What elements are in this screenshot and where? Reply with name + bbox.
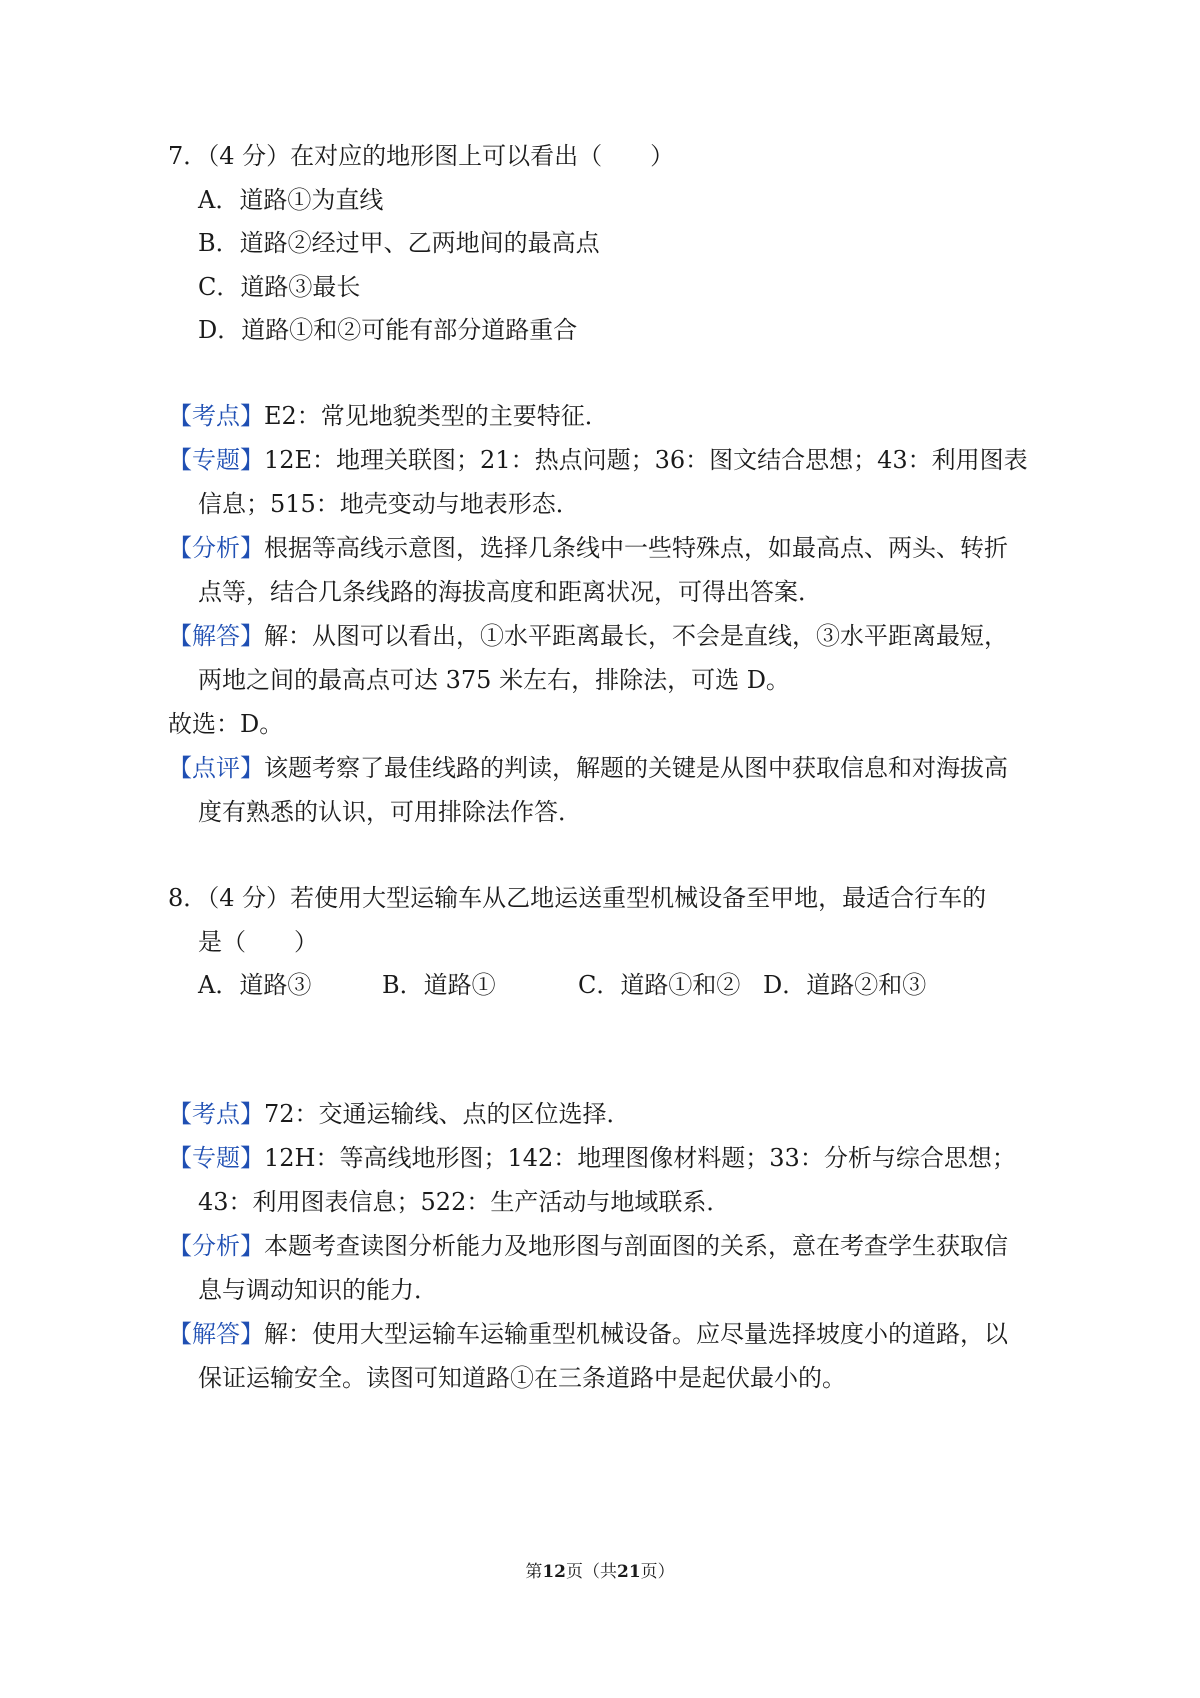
q7-dianping — [168, 752, 1008, 784]
kaodian-tag: 【考点】 — [168, 402, 264, 430]
jieda-tag: 【解答】 — [168, 1320, 264, 1348]
q7-fenxi-cont: 点等，结合几条线路的海拔高度和距离状况，可得出答案． — [198, 578, 822, 606]
q8-option-a: A．道路③ — [198, 971, 312, 999]
q7-dianping-cont: 度有熟悉的认识，可用排除法作答． — [198, 798, 582, 826]
q7-option-c: C．道路③最长 — [198, 273, 361, 301]
fenxi-text: 根据等高线示意图，选择几条线中一些特殊点，如最高点、两头、转折 — [264, 534, 1008, 562]
q8-stem: 8．（4 分）若使用大型运输车从乙地运送重型机械设备至甲地，最适合行车的 — [168, 884, 987, 912]
fenxi-tag: 【分析】 — [168, 1232, 264, 1260]
q7-stem: 7．（4 分）在对应的地形图上可以看出（ ） — [168, 142, 675, 170]
kaodian-tag: 【考点】 — [168, 1100, 264, 1128]
jieda-tag: 【解答】 — [168, 622, 264, 650]
q8-stem-cont: 是（ ） — [198, 928, 318, 956]
q8-zhuanti — [168, 1142, 1016, 1174]
footer-page-number: 12 — [542, 1562, 566, 1582]
q7-zhuanti — [168, 444, 1028, 476]
q7-kaodian — [168, 400, 609, 432]
q8-kaodian — [168, 1098, 631, 1130]
q8-option-c: C．道路①和② — [578, 971, 741, 999]
zhuanti-tag: 【专题】 — [168, 446, 264, 474]
q7-option-d: D．道路①和②可能有部分道路重合 — [198, 316, 578, 344]
zhuanti-tag: 【专题】 — [168, 1144, 264, 1172]
q7-option-b: B．道路②经过甲、乙两地间的最高点 — [198, 229, 600, 257]
q7-jieda-cont: 两地之间的最高点可达 375 米左右，排除法，可选 D。 — [198, 666, 790, 694]
q8-options — [0, 969, 1200, 1001]
q8-jieda — [168, 1318, 1008, 1350]
page-footer — [0, 1560, 1200, 1584]
q8-jieda-cont: 保证运输安全。读图可知道路①在三条道路中是起伏最小的。 — [198, 1364, 846, 1392]
footer-total-pages: 21 — [617, 1562, 641, 1582]
q7-jieda — [168, 620, 1008, 652]
q7-option-a: A．道路①为直线 — [198, 186, 384, 214]
q8-fenxi-cont: 息与调动知识的能力． — [198, 1276, 438, 1304]
dianping-tag: 【点评】 — [168, 754, 264, 782]
q8-option-b: B．道路① — [382, 971, 496, 999]
footer-suffix: 页） — [640, 1562, 675, 1582]
jieda-text: 解：从图可以看出，①水平距离最长，不会是直线，③水平距离最短， — [264, 622, 1008, 650]
zhuanti-text: 12H：等高线地形图；142：地理图像材料题；33：分析与综合思想； — [264, 1144, 1016, 1172]
fenxi-tag: 【分析】 — [168, 534, 264, 562]
kaodian-text: E2：常见地貌类型的主要特征． — [264, 402, 609, 430]
q7-fenxi — [168, 532, 1008, 564]
q8-fenxi — [168, 1230, 1008, 1262]
jieda-text: 解：使用大型运输车运输重型机械设备。应尽量选择坡度小的道路，以 — [264, 1320, 1008, 1348]
kaodian-text: 72：交通运输线、点的区位选择． — [264, 1100, 631, 1128]
footer-prefix: 第 — [525, 1562, 543, 1582]
q7-zhuanti-cont: 信息；515：地壳变动与地表形态． — [198, 490, 580, 518]
q8-option-d: D．道路②和③ — [763, 971, 927, 999]
fenxi-text: 本题考查读图分析能力及地形图与剖面图的关系，意在考查学生获取信 — [264, 1232, 1008, 1260]
dianping-text: 该题考察了最佳线路的判读，解题的关键是从图中获取信息和对海拔高 — [264, 754, 1008, 782]
footer-middle: 页（共 — [566, 1562, 617, 1582]
q7-guxuan: 故选：D。 — [168, 710, 284, 738]
zhuanti-text: 12E：地理关联图；21：热点问题；36：图文结合思想；43：利用图表 — [264, 446, 1028, 474]
q8-zhuanti-cont: 43：利用图表信息；522：生产活动与地域联系． — [198, 1188, 731, 1216]
